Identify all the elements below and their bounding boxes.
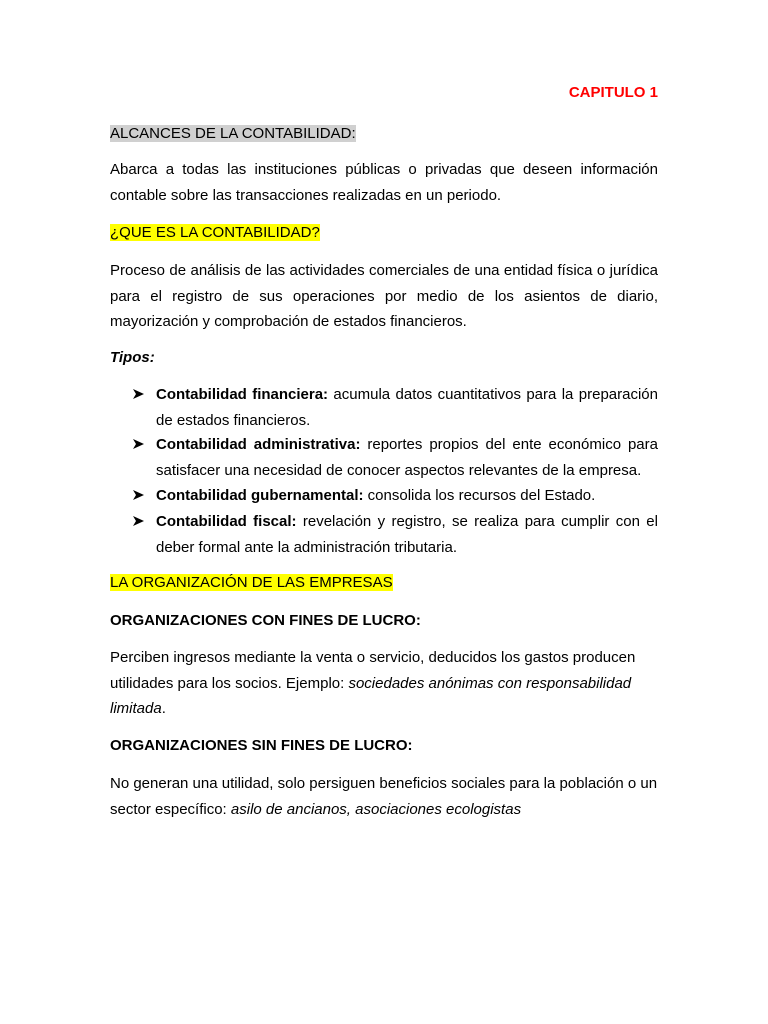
con-fines-example: sociedades anónimas con responsabilidad limitada: [110, 674, 632, 717]
list-item: [156, 509, 658, 560]
sin-fines-example: asilo de ancianos, asociaciones ecologistas: [230, 800, 522, 818]
que-es-heading-text: ¿QUE ES LA CONTABILIDAD?: [110, 224, 320, 241]
list-item: [156, 432, 658, 483]
list-item-desc: acumula datos cuantitativos para la preparación de estados financieros.: [156, 386, 658, 429]
sin-fines-heading: ORGANIZACIONES SIN FINES DE LUCRO:: [110, 737, 413, 754]
arrowhead-bullet-icon: [132, 510, 146, 532]
list-item-term: Contabilidad financiera:: [156, 386, 329, 403]
list-item: [156, 483, 658, 509]
chapter-title: [110, 84, 658, 101]
list-item: [156, 382, 658, 433]
con-fines-body: Perciben ingresos mediante la venta o servicio, deducidos los gastos producen utilidades para los socios. Ejemplo:: [110, 649, 636, 692]
con-fines-paragraph: [110, 645, 658, 722]
list-item-term: Contabilidad gubernamental:: [156, 487, 364, 504]
tipos-label: Tipos:: [110, 349, 155, 366]
alcances-paragraph: Abarca a todas las instituciones públicas o privadas que deseen información contable sobre las transacciones realizadas en un periodo.: [110, 161, 658, 204]
alcances-heading-text: ALCANCES DE LA CONTABILIDAD:: [110, 125, 356, 142]
list-item-desc: consolida los recursos del Estado.: [363, 487, 596, 504]
chapter-label: CAPITULO 1: [568, 84, 658, 101]
sin-fines-body: No generan una utilidad, solo persiguen beneficios sociales para la población o un sector específico:: [110, 775, 658, 818]
con-fines-heading: ORGANIZACIONES CON FINES DE LUCRO:: [110, 612, 421, 629]
arrowhead-bullet-icon: [132, 383, 146, 405]
que-es-heading: [110, 220, 658, 246]
con-fines-end: .: [161, 700, 166, 717]
organizacion-heading: [110, 570, 658, 596]
alcances-heading: [110, 121, 658, 147]
list-item-desc: reportes propios del ente económico para satisfacer una necesidad de conocer aspectos relevantes de la empresa.: [156, 436, 658, 479]
list-item-term: Contabilidad administrativa:: [156, 436, 361, 453]
arrowhead-bullet-icon: [132, 433, 146, 455]
que-es-paragraph: Proceso de análisis de las actividades comerciales de una entidad física o jurídica para el registro de sus operaciones por medio de los asientos de diario, mayorización y comprobación de estados financieros.: [110, 262, 658, 330]
sin-fines-paragraph: [110, 771, 658, 822]
list-item-term: Contabilidad fiscal:: [156, 513, 297, 530]
organizacion-heading-text: LA ORGANIZACIÓN DE LAS EMPRESAS: [110, 574, 393, 591]
list-item-desc: revelación y registro, se realiza para cumplir con el deber formal ante la administración tributaria.: [156, 513, 658, 556]
arrowhead-bullet-icon: [132, 484, 146, 506]
